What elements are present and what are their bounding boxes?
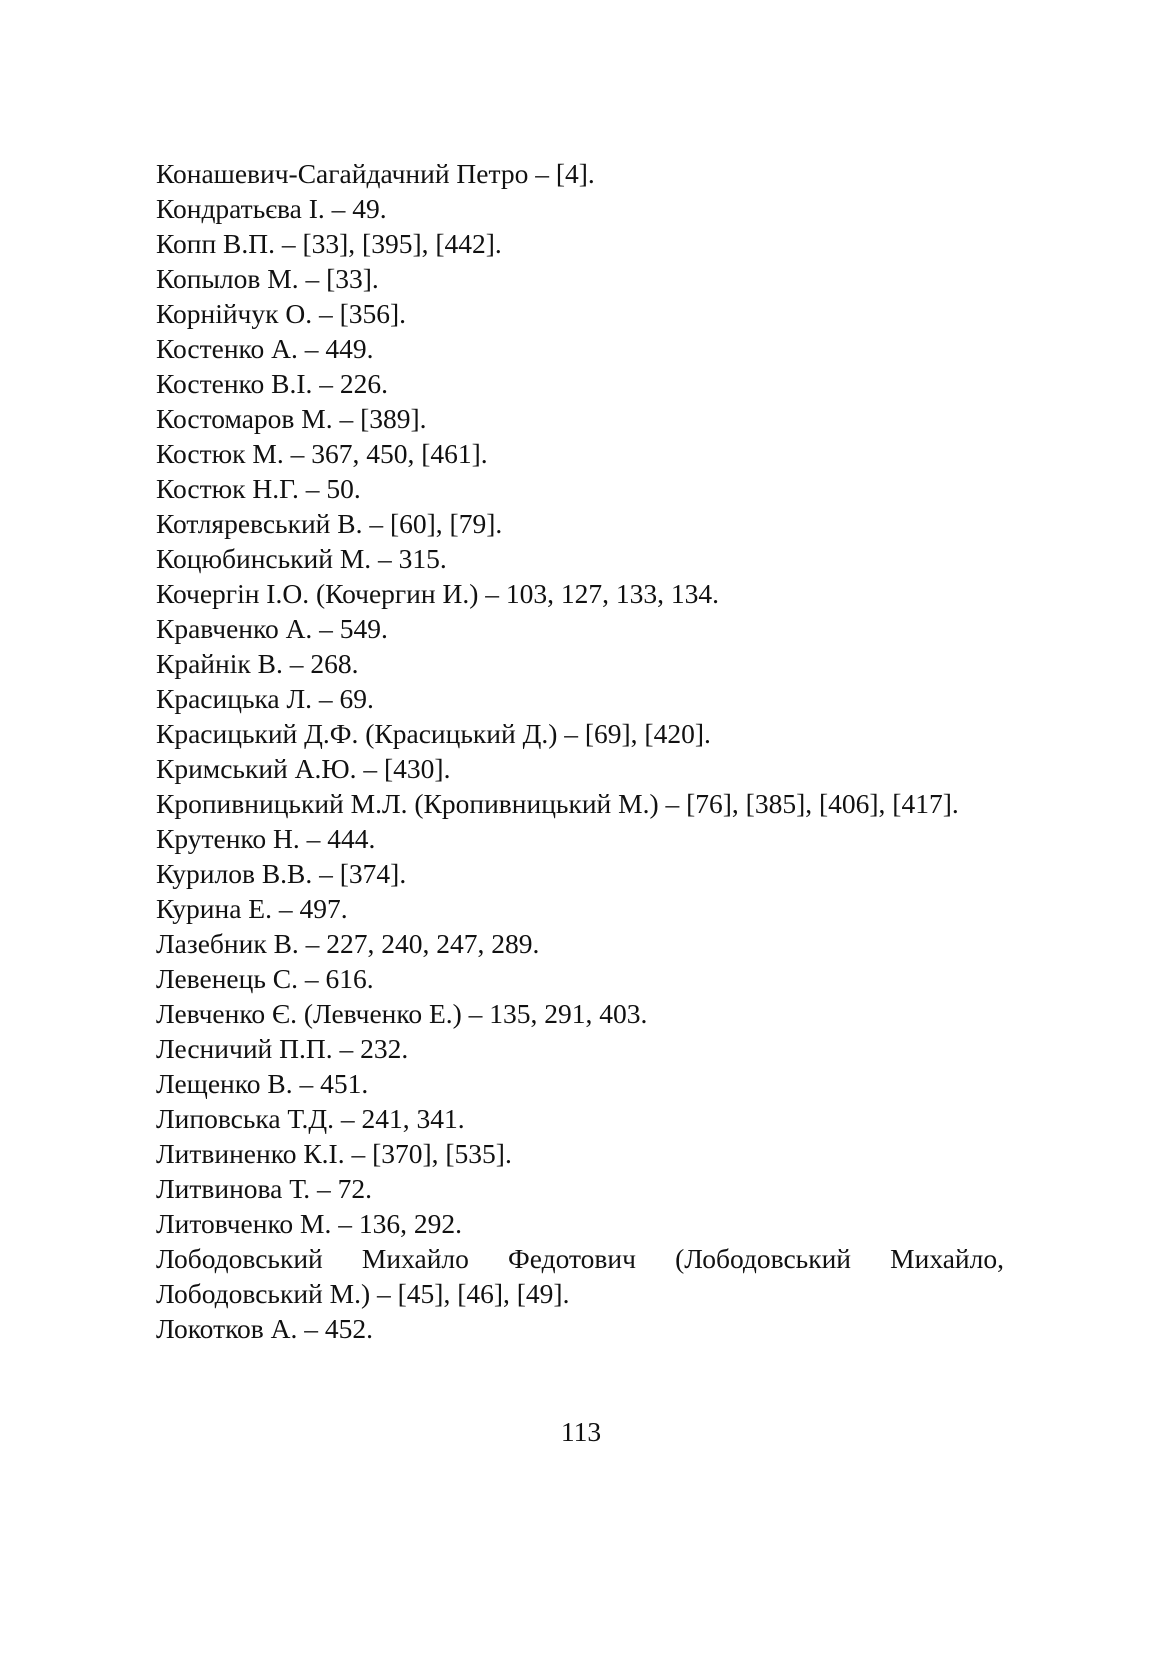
index-entry: Локотков А. – 452. <box>156 1313 374 1344</box>
index-entry: Кравченко А. – 549. <box>156 613 388 644</box>
index-entry: Кондратьєва І. – 49. <box>156 193 387 224</box>
index-entry: Крутенко Н. – 444. <box>156 823 376 854</box>
index-entry: Конашевич-Сагайдачний Петро – [4]. <box>156 158 595 189</box>
index-entry: Курина Е. – 497. <box>156 893 348 924</box>
index-entry: Костенко А. – 449. <box>156 333 374 364</box>
index-entry: Лесничий П.П. – 232. <box>156 1033 409 1064</box>
index-entry: Кочергін І.О. (Кочергин И.) – 103, 127, 133, 134. <box>156 578 720 609</box>
index-entry: Кримський А.Ю. – [430]. <box>156 753 451 784</box>
index-entry: Левенець С. – 616. <box>156 963 374 994</box>
page-number: 113 <box>560 1416 602 1447</box>
name-index-list <box>156 156 1004 1346</box>
index-entry: Корнійчук О. – [356]. <box>156 298 407 329</box>
index-entry: Кропивницький М.Л. (Кропивницький М.) – [76], [385], [406], [417]. <box>156 788 959 819</box>
index-entry: Красицька Л. – 69. <box>156 683 374 714</box>
index-entry: Лободовський Михайло Федотович (Лободовський Михайло, Лободовський М.) – [45], [46], [49]. <box>156 1243 1004 1309</box>
index-entry: Копылов М. – [33]. <box>156 263 379 294</box>
index-entry: Красицький Д.Ф. (Красицький Д.) – [69], [420]. <box>156 718 711 749</box>
index-entry: Лазебник В. – 227, 240, 247, 289. <box>156 928 540 959</box>
index-entry: Костенко В.І. – 226. <box>156 368 389 399</box>
index-entry: Лещенко В. – 451. <box>156 1068 369 1099</box>
index-entry: Курилов В.В. – [374]. <box>156 858 407 889</box>
index-entry: Левченко Є. (Левченко Е.) – 135, 291, 403. <box>156 998 648 1029</box>
index-entry: Котляревський В. – [60], [79]. <box>156 508 503 539</box>
index-entry: Коцюбинський М. – 315. <box>156 543 447 574</box>
index-entry: Литвинова Т. – 72. <box>156 1173 373 1204</box>
index-entry: Костомаров М. – [389]. <box>156 403 427 434</box>
index-entry: Костюк Н.Г. – 50. <box>156 473 361 504</box>
index-entry: Крайнік В. – 268. <box>156 648 359 679</box>
index-entry: Липовська Т.Д. – 241, 341. <box>156 1103 465 1134</box>
index-entry: Копп В.П. – [33], [395], [442]. <box>156 228 502 259</box>
index-entry: Литвиненко К.І. – [370], [535]. <box>156 1138 512 1169</box>
index-entry: Литовченко М. – 136, 292. <box>156 1208 463 1239</box>
index-entry: Костюк М. – 367, 450, [461]. <box>156 438 488 469</box>
